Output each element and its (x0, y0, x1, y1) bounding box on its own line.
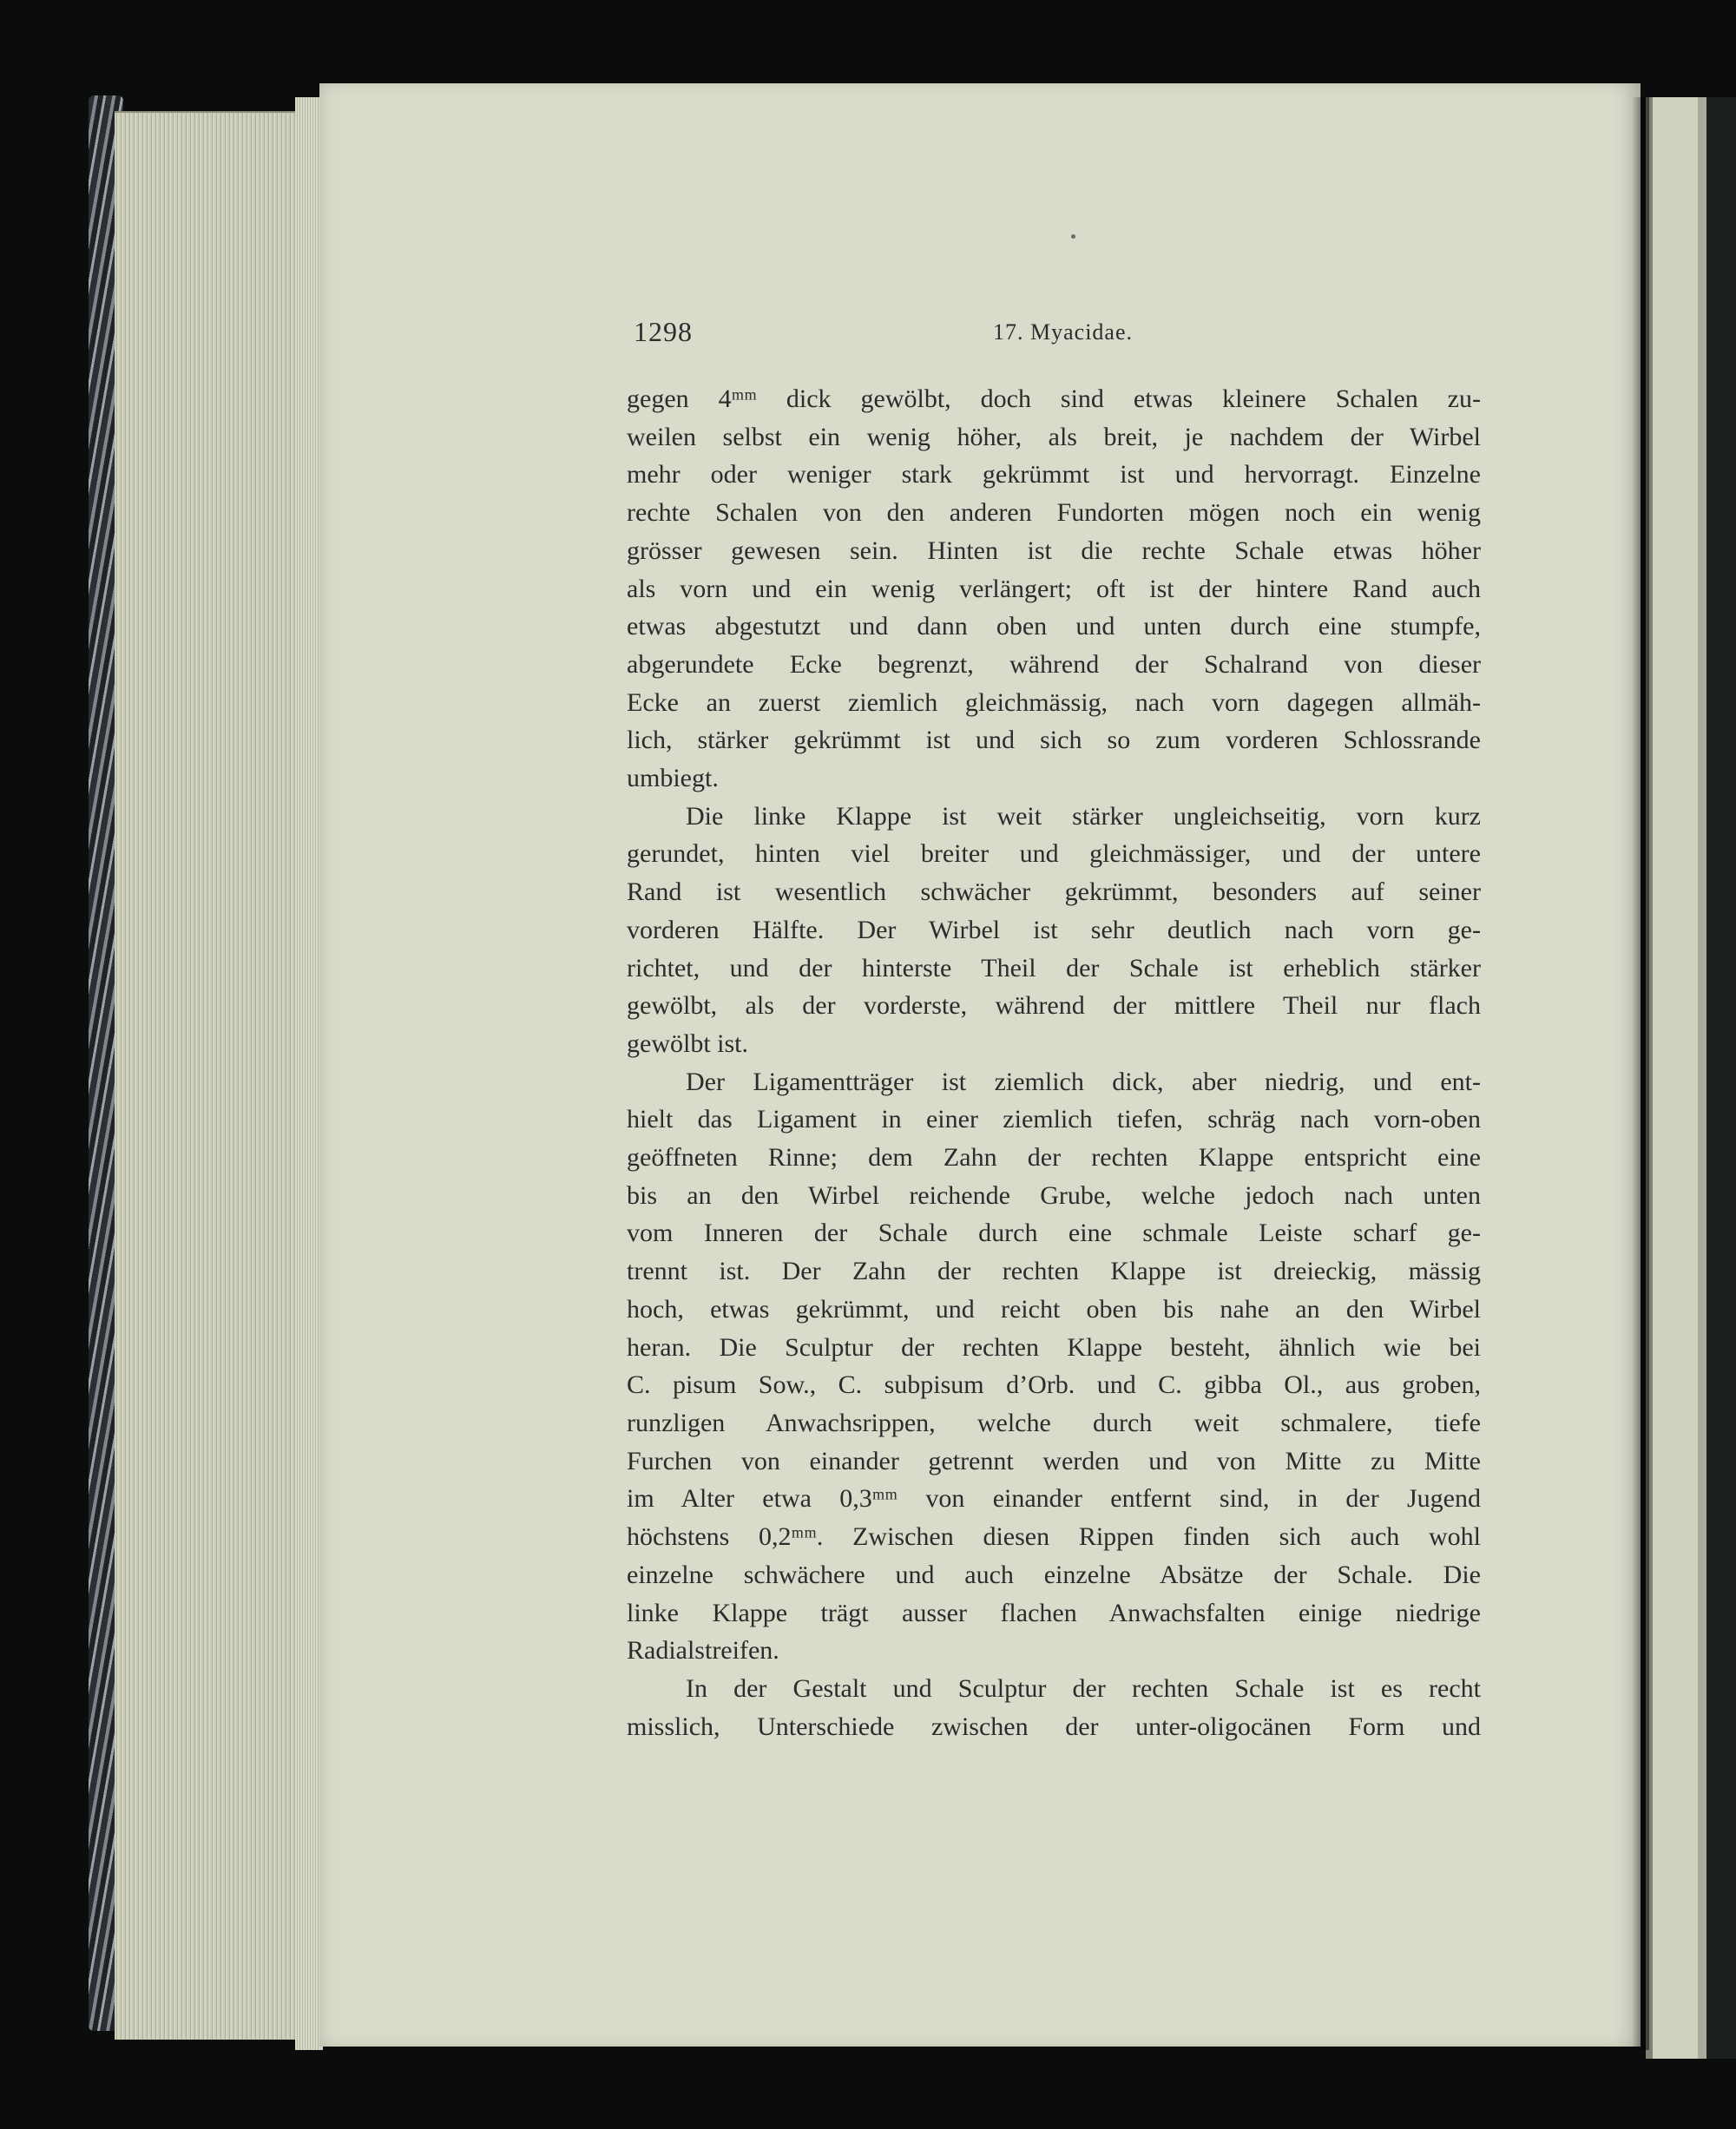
text-line: vom Inneren der Schale durch eine schmale Leiste scharf ge- (627, 1219, 1481, 1248)
page-edges (115, 111, 323, 2040)
text-line: Radialstreifen. (627, 1636, 779, 1666)
text-line: Rand ist wesentlich schwächer gekrümmt, besonders auf seiner (627, 877, 1481, 907)
text-line: richtet, und der hinterste Theil der Schale ist erheblich stärker (627, 953, 1481, 982)
text-line: gerundet, hinten viel breiter und gleichmässiger, und der untere (627, 839, 1481, 869)
paragraph (627, 798, 1481, 1063)
text-line: gewölbt ist. (627, 1028, 748, 1058)
text-line: rechte Schalen von den anderen Fundorten mögen noch ein wenig (627, 498, 1481, 528)
text-line: geöffneten Rinne; dem Zahn der rechten Klappe entspricht eine (627, 1143, 1481, 1173)
text-line: weilen selbst ein wenig höher, als breit, je nachdem der Wirbel (627, 422, 1481, 451)
text-line: C. pisum Sow., C. subpisum d’Orb. und C. gibba Ol., aus groben, (627, 1370, 1481, 1400)
text-line: Ecke an zuerst ziemlich gleichmässig, nach vorn dagegen allmäh- (627, 687, 1481, 717)
text-line: als vorn und ein wenig verlängert; oft ist der hintere Rand auch (627, 574, 1481, 603)
text-line: lich, stärker gekrümmt ist und sich so zum vorderen Schlossrande (627, 726, 1481, 755)
text-line: linke Klappe trägt ausser flachen Anwachsfalten einige niedrige (627, 1598, 1481, 1627)
text-line: grösser gewesen sein. Hinten ist die rechte Schale etwas höher (627, 536, 1481, 565)
text-line: Die linke Klappe ist weit stärker ungleichseitig, vorn kurz (686, 801, 1481, 831)
page-header (634, 316, 1483, 359)
text-line: gewölbt, als der vorderste, während der mittlere Theil nur flach (627, 991, 1481, 1021)
paragraph (627, 1670, 1481, 1745)
text-line: vorderen Hälfte. Der Wirbel ist sehr deutlich nach vorn ge- (627, 915, 1481, 944)
text-line: misslich, Unterschiede zwischen der unter-oligocänen Form und (627, 1712, 1481, 1741)
text-line: mehr oder weniger stark gekrümmt ist und hervorragt. Einzelne (627, 460, 1481, 490)
text-line: runzligen Anwachsrippen, welche durch weit schmalere, tiefe (627, 1408, 1481, 1437)
text-line: gegen 4ᵐᵐ dick gewölbt, doch sind etwas kleinere Schalen zu- (627, 384, 1481, 413)
text-line: etwas abgestutzt und dann oben und unten durch eine stumpfe, (627, 612, 1481, 641)
page-number: 1298 (634, 316, 693, 347)
text-line: trennt ist. Der Zahn der rechten Klappe ist dreieckig, mässig (627, 1257, 1481, 1286)
text-line: heran. Die Sculptur der rechten Klappe besteht, ähnlich wie bei (627, 1332, 1481, 1362)
text-line: hielt das Ligament in einer ziemlich tiefen, schräg nach vorn-oben (627, 1105, 1481, 1134)
text-line: Furchen von einander getrennt werden und von Mitte zu Mitte (627, 1446, 1481, 1475)
paragraph (627, 380, 1481, 798)
text-line: umbiegt. (627, 764, 719, 793)
paper-speck (1071, 234, 1075, 239)
text-line: bis an den Wirbel reichende Grube, welche jedoch nach unten (627, 1180, 1481, 1210)
text-line: im Alter etwa 0,3ᵐᵐ von einander entfernt sind, in der Jugend (627, 1484, 1481, 1514)
paragraph (627, 1063, 1481, 1670)
gutter-shadow (1632, 97, 1649, 2050)
text-line: einzelne schwächere und auch einzelne Absätze der Schale. Die (627, 1560, 1481, 1589)
body-text (627, 380, 1481, 1745)
text-line: abgerundete Ecke begrenzt, während der Schalrand von dieser (627, 649, 1481, 679)
facing-page-edge (1646, 97, 1736, 2059)
text-line: In der Gestalt und Sculptur der rechten Schale ist es recht (686, 1673, 1481, 1703)
text-line: höchstens 0,2ᵐᵐ. Zwischen diesen Rippen finden sich auch wohl (627, 1522, 1481, 1552)
text-line: hoch, etwas gekrümmt, und reicht oben bis nahe an den Wirbel (627, 1294, 1481, 1324)
running-head: 17. Myacidae. (993, 319, 1134, 345)
text-line: Der Ligamentträger ist ziemlich dick, aber niedrig, und ent- (686, 1067, 1481, 1096)
